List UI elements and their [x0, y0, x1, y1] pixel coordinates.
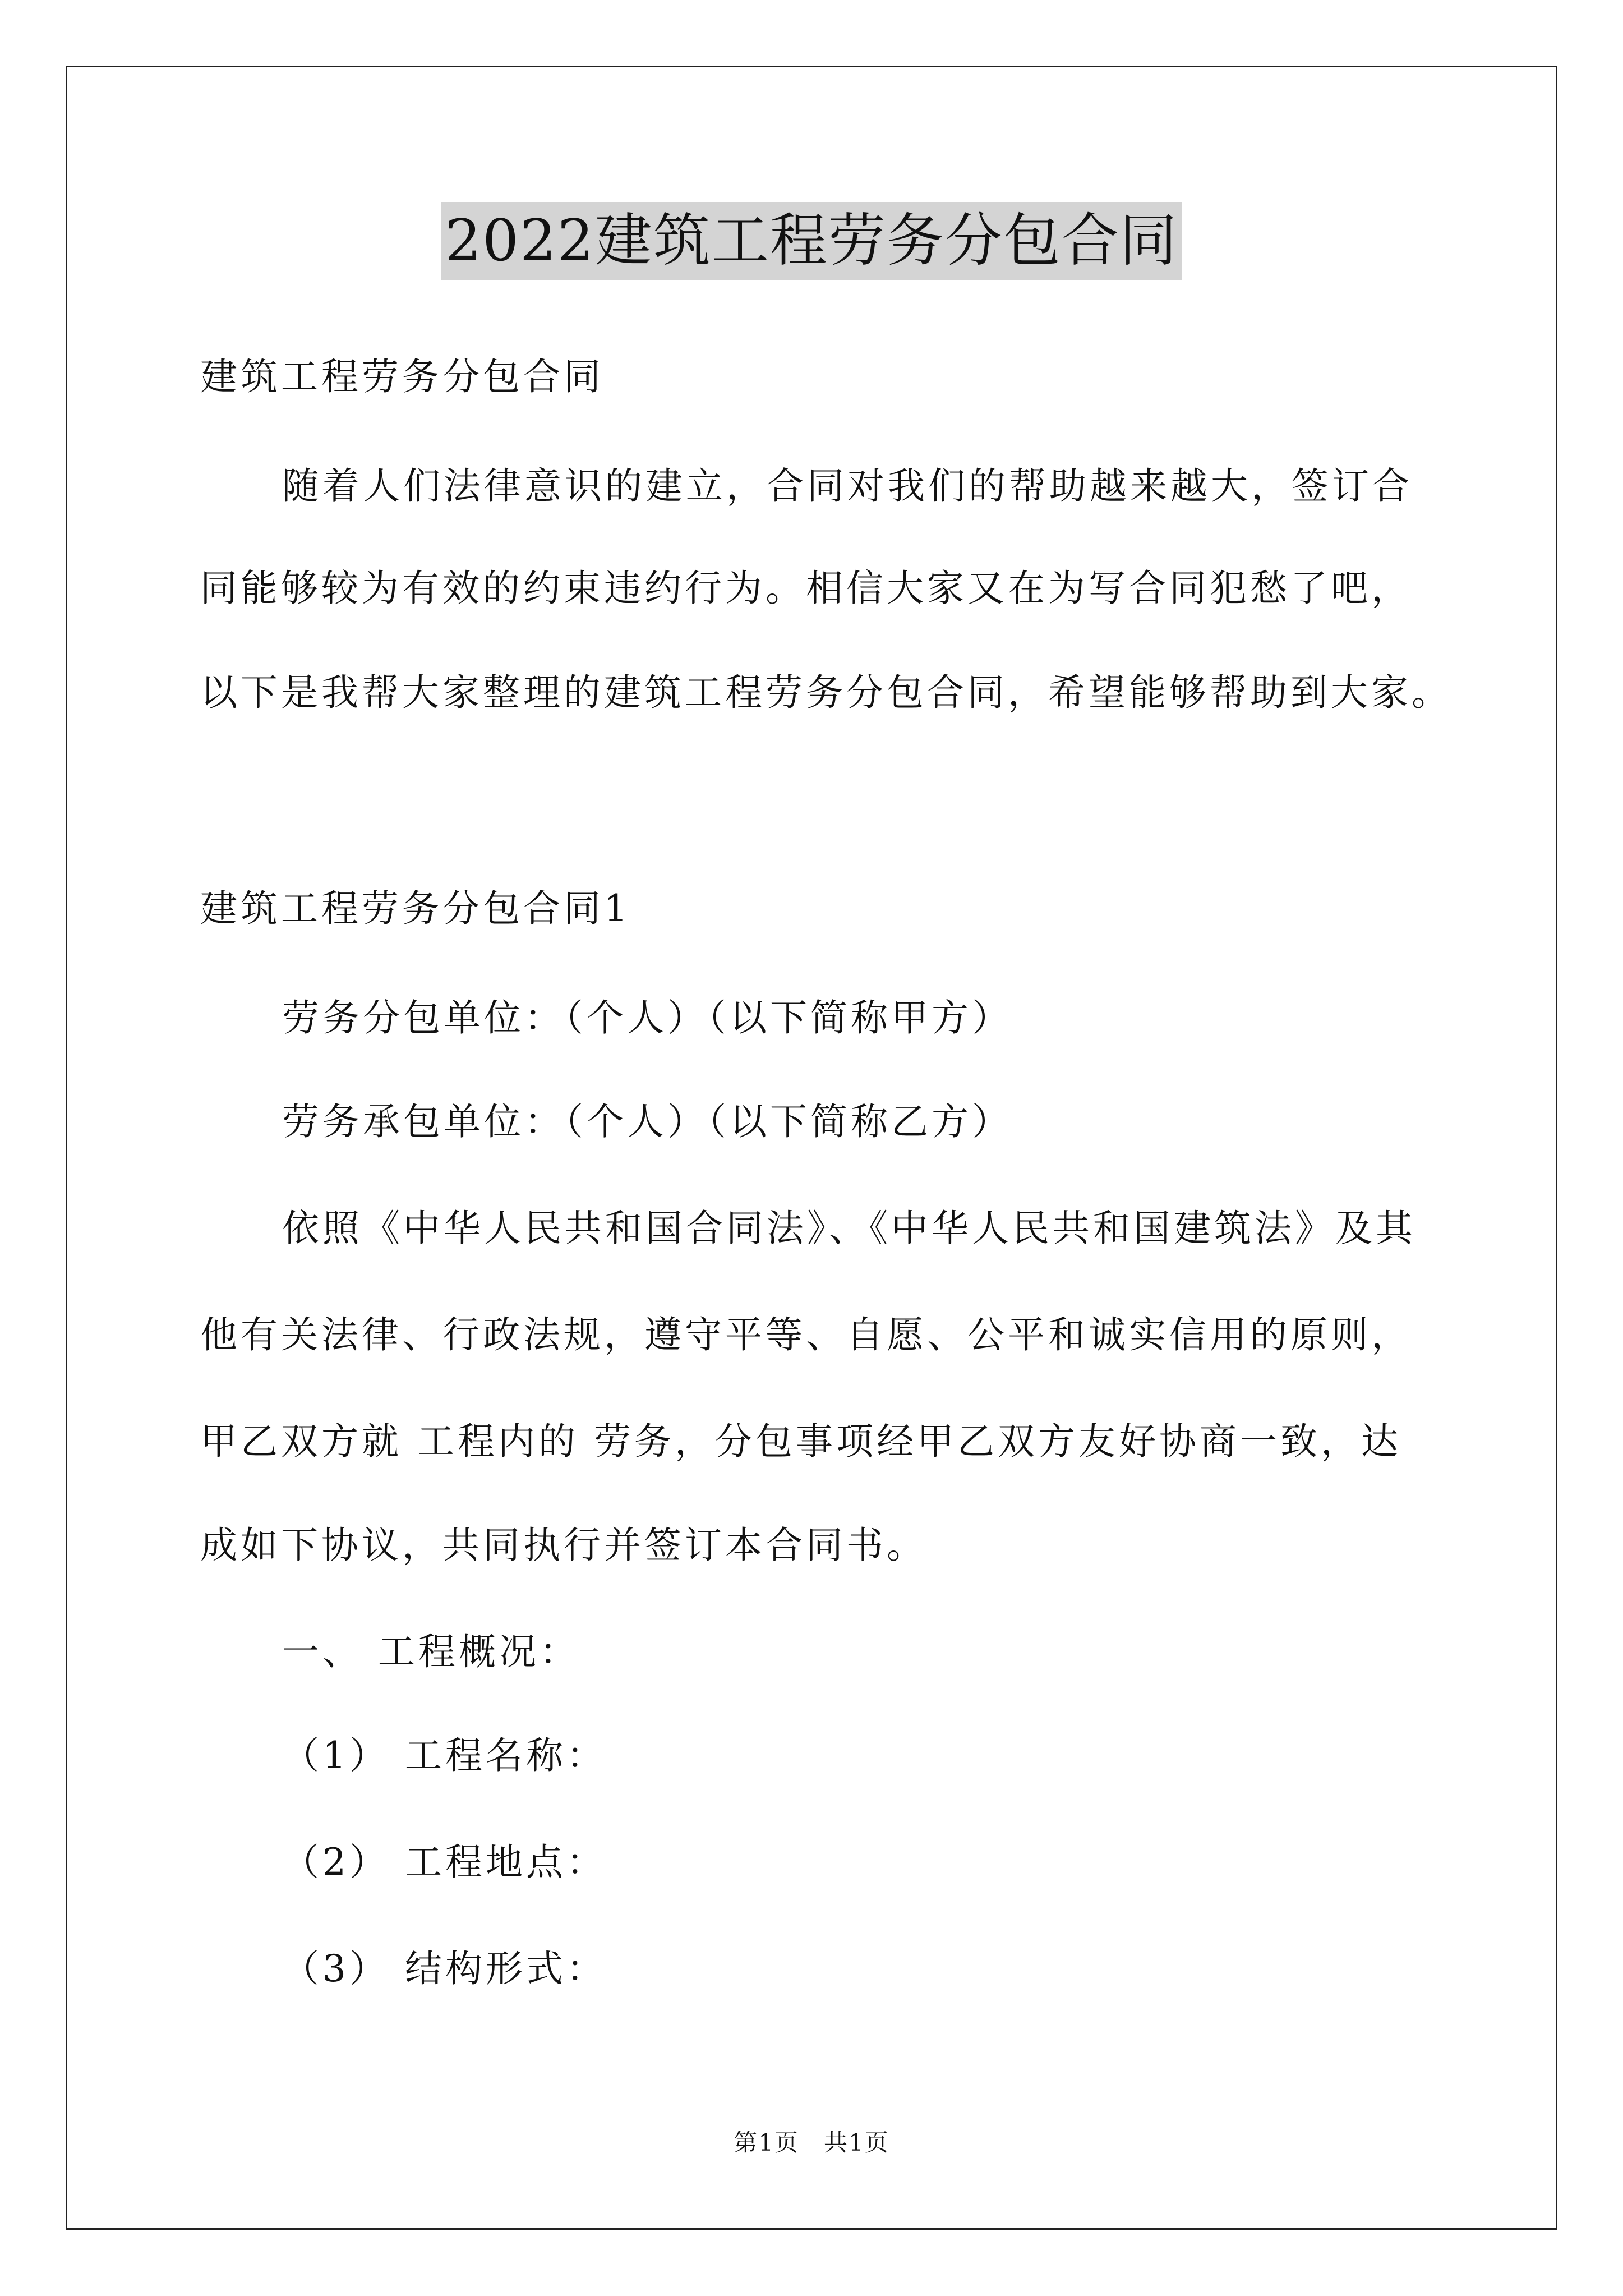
- contract-heading: 建筑工程劳务分包合同1: [200, 887, 631, 930]
- basis-line-1: 依照《中华人民共和国合同法》、《中华人民共和国建筑法》及其: [282, 1207, 1416, 1250]
- basis-line-2: 他有关法律、行政法规，遵守平等、自愿、公平和诚实信用的原则，: [200, 1313, 1412, 1356]
- subtitle: 建筑工程劳务分包合同: [200, 355, 604, 398]
- basis-line-3: 甲乙双方就 工程内的 劳务，分包事项经甲乙双方友好协商一致，达: [200, 1420, 1401, 1463]
- document-title: 2022建筑工程劳务分包合同: [441, 202, 1182, 280]
- party-a-line: 劳务分包单位：（个人）（以下简称甲方）: [282, 996, 1012, 1039]
- section-one-heading: 一、 工程概况：: [282, 1630, 580, 1673]
- title-wrapper: [0, 202, 1623, 280]
- intro-line-2: 同能够较为有效的约束违约行为。相信大家又在为写合同犯愁了吧，: [200, 567, 1412, 610]
- project-name-item: （1） 工程名称：: [282, 1734, 607, 1777]
- project-location-item: （2） 工程地点：: [282, 1841, 607, 1884]
- structure-form-item: （3） 结构形式：: [282, 1947, 607, 1990]
- page-number-footer: 第1页 共1页: [734, 2129, 889, 2156]
- basis-line-4: 成如下协议，共同执行并签订本合同书。: [200, 1524, 927, 1567]
- intro-line-3: 以下是我帮大家整理的建筑工程劳务分包合同，希望能够帮助到大家。: [200, 671, 1452, 714]
- intro-line-1: 随着人们法律意识的建立，合同对我们的帮助越来越大，签订合: [282, 464, 1413, 508]
- party-b-line: 劳务承包单位：（个人）（以下简称乙方）: [282, 1100, 1012, 1143]
